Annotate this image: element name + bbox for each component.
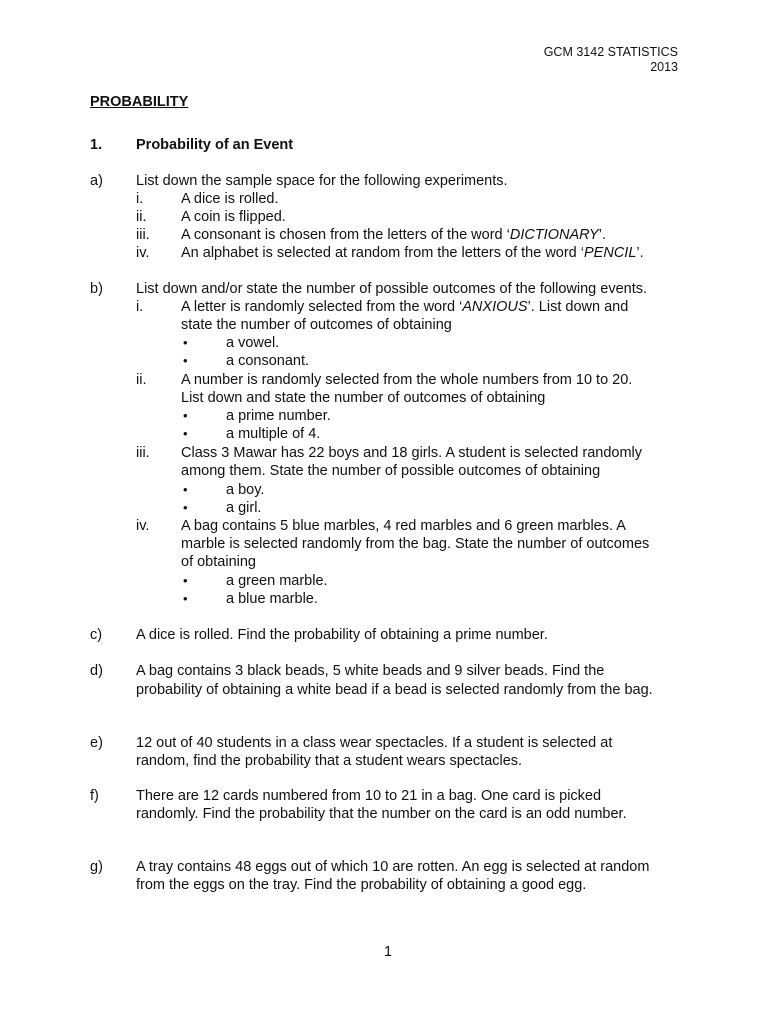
question-g-text: from the eggs on the tray. Find the probability of obtaining a good egg.: [136, 877, 587, 893]
question-b-item-text: A number is randomly selected from the whole numbers from 10 to 20.: [181, 372, 633, 388]
question-b-item-text: of obtaining: [181, 554, 256, 570]
question-b-item-num: iii.: [136, 445, 150, 461]
bullet-text: a consonant.: [226, 353, 310, 369]
question-b-item-num: i.: [136, 299, 144, 315]
question-a-item-text: A dice is rolled.: [181, 191, 279, 207]
bullet-text: a green marble.: [226, 573, 328, 589]
question-b-item-text: A bag contains 5 blue marbles, 4 red marbles and 6 green marbles. A: [181, 518, 626, 534]
question-a-item-num: i.: [136, 191, 144, 207]
question-e-label: e): [90, 735, 103, 751]
section-title: Probability of an Event: [136, 137, 294, 153]
question-b-item-num: iv.: [136, 518, 150, 534]
question-c-label: c): [90, 627, 103, 643]
question-b-item-text: marble is selected randomly from the bag. State the number of outcomes: [181, 536, 650, 552]
question-a-item-text: An alphabet is selected at random from the letters of the word ‘PENCIL’.: [181, 245, 644, 261]
page-number: 1: [383, 944, 393, 960]
section-number: 1.: [90, 137, 103, 153]
word-anxious: ANXIOUS: [462, 299, 528, 315]
question-b-item-text: among them. State the number of possible outcomes of obtaining: [181, 463, 601, 479]
question-f-text: There are 12 cards numbered from 10 to 21 in a bag. One card is picked: [136, 788, 602, 804]
bullet-text: a multiple of 4.: [226, 426, 321, 442]
page-title: PROBABILITY: [90, 94, 189, 110]
bullet: •: [183, 335, 188, 350]
question-a-item-num: iii.: [136, 227, 150, 243]
question-b-item-text: state the number of outcomes of obtaining: [181, 317, 452, 333]
question-b-text: List down and/or state the number of possible outcomes of the following events.: [136, 281, 648, 297]
question-g-label: g): [90, 859, 103, 875]
bullet-text: a blue marble.: [226, 591, 318, 607]
question-g-text: A tray contains 48 eggs out of which 10 are rotten. An egg is selected at random: [136, 859, 650, 875]
course-year: 2013: [650, 60, 678, 74]
question-a-item-num: ii.: [136, 209, 147, 225]
bullet-text: a boy.: [226, 482, 265, 498]
question-e-text: random, find the probability that a student wears spectacles.: [136, 753, 523, 769]
bullet-text: a girl.: [226, 500, 262, 516]
question-b-item-num: ii.: [136, 372, 147, 388]
question-b-item-text: A letter is randomly selected from the word ‘ANXIOUS’. List down and: [181, 299, 629, 315]
word-dictionary: DICTIONARY: [509, 227, 599, 243]
question-d-label: d): [90, 663, 103, 679]
word-pencil: PENCIL: [584, 245, 637, 261]
bullet: •: [183, 500, 188, 515]
question-a-item-text: A coin is flipped.: [181, 209, 286, 225]
question-f-label: f): [90, 788, 99, 804]
question-a-text: List down the sample space for the following experiments.: [136, 173, 508, 189]
course-code: GCM 3142 STATISTICS: [543, 45, 678, 59]
question-d-text: probability of obtaining a white bead if a bead is selected randomly from the bag.: [136, 682, 653, 698]
question-c-text: A dice is rolled. Find the probability of obtaining a prime number.: [136, 627, 548, 643]
question-e-text: 12 out of 40 students in a class wear spectacles. If a student is selected at: [136, 735, 613, 751]
bullet-text: a vowel.: [226, 335, 280, 351]
question-d-text: A bag contains 3 black beads, 5 white beads and 9 silver beads. Find the: [136, 663, 605, 679]
question-b-label: b): [90, 281, 103, 297]
bullet: •: [183, 408, 188, 423]
bullet: •: [183, 482, 188, 497]
bullet-text: a prime number.: [226, 408, 331, 424]
bullet: •: [183, 426, 188, 441]
question-b-item-text: Class 3 Mawar has 22 boys and 18 girls. A student is selected randomly: [181, 445, 643, 461]
bullet: •: [183, 573, 188, 588]
bullet: •: [183, 353, 188, 368]
question-a-item-num: iv.: [136, 245, 150, 261]
question-a-label: a): [90, 173, 103, 189]
question-f-text: randomly. Find the probability that the number on the card is an odd number.: [136, 806, 627, 822]
question-a-item-text: A consonant is chosen from the letters of the word ‘DICTIONARY’.: [181, 227, 606, 243]
bullet: •: [183, 591, 188, 606]
question-b-item-text: List down and state the number of outcomes of obtaining: [181, 390, 546, 406]
